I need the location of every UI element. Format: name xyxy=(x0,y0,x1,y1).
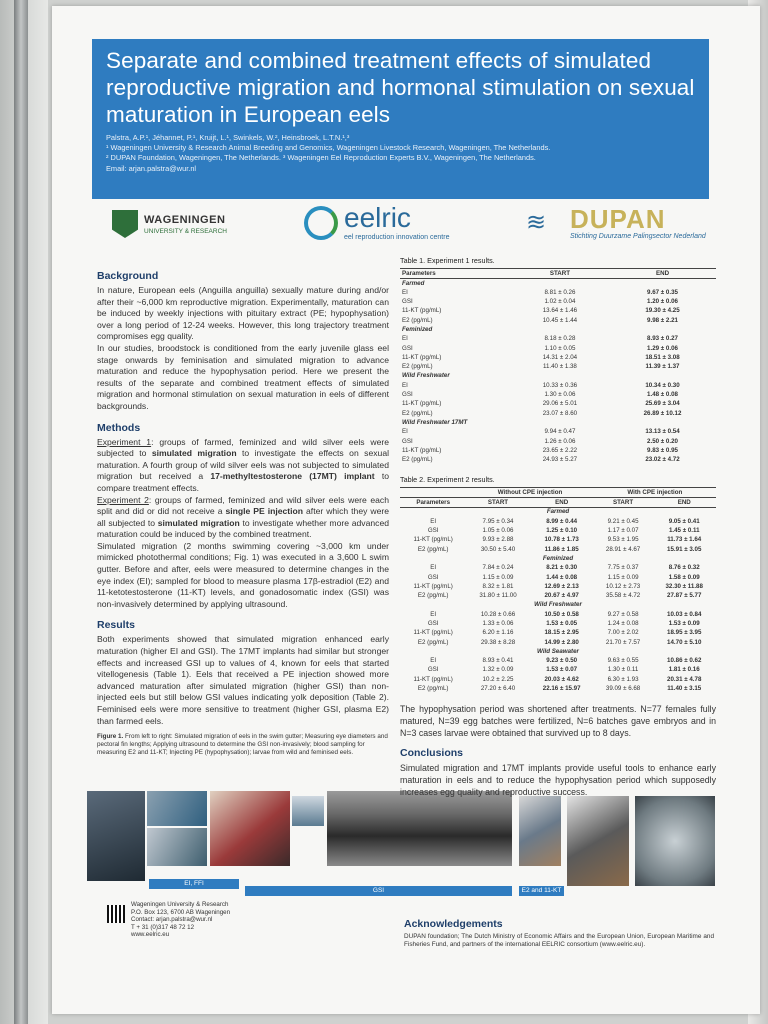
table-group-name: Farmed xyxy=(402,279,425,287)
figure-caption: Figure 1. From left to right: Simulated migration of eels in the swim gutter; Measuring eye diameters and pectoral fin lengths; Applying ultrasound to determine the GSI non-invasively; blood sampling for measuring E2 and 11-KT; Injecting PE (hypophysation); larvae from wild and feminised eels. xyxy=(97,733,388,756)
table-cell: GSI xyxy=(402,437,413,445)
table-row xyxy=(400,344,716,353)
wur-subtitle: UNIVERSITY & RESEARCH xyxy=(144,228,227,235)
table-cell: EI xyxy=(402,335,408,343)
table-cell: 22.16 ± 15.97 xyxy=(542,685,581,693)
table-cell: 8.93 ± 0.41 xyxy=(482,657,514,665)
table-cell: EI xyxy=(430,517,437,525)
table-cell: 10.45 ± 1.44 xyxy=(542,316,578,324)
table-cell: 9.21 ± 0.45 xyxy=(607,517,639,525)
table-cell: 11.86 ± 1.85 xyxy=(544,545,579,553)
photo-ultrasound-laptop xyxy=(292,796,324,826)
methods-experiment-2: Experiment 2: groups of farmed, feminized and wild silver eels were each split and did or did not receive a single PE injection after which they were all subjected to simulated migration to investigate whether more advanced maturation could be induced by the combined treatment. xyxy=(97,494,390,540)
table1-header: START xyxy=(549,270,571,277)
title-banner xyxy=(92,39,709,199)
eelric-logo xyxy=(304,204,474,244)
table-row xyxy=(400,391,716,400)
photo-measuring-2 xyxy=(147,828,207,866)
t2-group-without: Without CPE injection xyxy=(497,488,563,496)
table-cell: 10.33 ± 0.36 xyxy=(542,381,578,389)
table-row xyxy=(400,400,716,409)
table-cell: 11-KT (pg/mL) xyxy=(413,536,453,544)
table-group-row xyxy=(400,507,716,517)
table-cell: 9.27 ± 0.58 xyxy=(607,610,639,618)
table-cell: 29.06 ± 5.01 xyxy=(542,400,578,408)
table-group-name: Wild Freshwater 17MT xyxy=(402,418,468,426)
table-cell: 1.10 ± 0.05 xyxy=(544,344,576,352)
table-cell: 8.32 ± 1.81 xyxy=(482,582,514,590)
poster-title: Separate and combined treatment effects of simulated reproductive migration and hormonal stimulation on sexual maturation in European eels xyxy=(106,48,695,127)
affiliation-1: ¹ Wageningen University & Research Animal Breeding and Genomics, Wageningen Livestock Research, Wageningen, The Netherlands. xyxy=(106,143,551,153)
photo-larvae xyxy=(635,796,715,886)
table-group-row xyxy=(400,647,716,656)
table-cell: 1.24 ± 0.08 xyxy=(607,620,639,627)
background-paragraph-2: In our studies, broodstock is conditioned from the early juvenile glass eel stage onwards by feminisation and simulated migration to advance maturation and reduce the hypophysation period. Here we present the results of the separate and combined treatment effects of simulated migration and hormonal stimulation on sexual maturation in eels of different backgrounds. xyxy=(97,342,389,411)
table-cell: 9.23 ± 0.50 xyxy=(546,657,578,665)
table-cell: 8.99 ± 0.44 xyxy=(546,517,578,525)
table-cell: 18.51 ± 3.08 xyxy=(645,353,680,361)
label-bar-ei: EI, FFI xyxy=(149,879,239,889)
results-heading: Results xyxy=(97,619,135,632)
table-row xyxy=(400,666,716,675)
acknowledgements xyxy=(404,912,714,949)
display-pole xyxy=(14,0,28,1024)
table-cell: 30.50 ± 5.40 xyxy=(480,545,516,553)
dupan-name: DUPAN xyxy=(570,204,666,234)
table-group-name: Feminized xyxy=(402,325,433,333)
table-cell: 11-KT (pg/mL) xyxy=(413,629,453,637)
table-cell: 8.93 ± 0.27 xyxy=(647,335,678,343)
table-row xyxy=(400,381,716,390)
table-cell: 11-KT (pg/mL) xyxy=(402,400,442,408)
table-cell: EI xyxy=(402,381,408,389)
table-cell: 21.70 ± 7.57 xyxy=(605,638,641,646)
table-cell: GSI xyxy=(427,666,439,674)
photo-blood-sampling xyxy=(519,796,561,866)
table-row xyxy=(400,517,716,526)
table-cell: 9.98 ± 2.21 xyxy=(647,316,678,324)
table-group-row xyxy=(400,372,716,381)
table-cell: 14.99 ± 2.80 xyxy=(544,638,579,646)
table-group-row xyxy=(400,554,716,563)
table-cell: 29.38 ± 8.28 xyxy=(480,638,516,646)
table-cell: 11.40 ± 1.38 xyxy=(542,363,577,371)
table-cell: 23.07 ± 8.60 xyxy=(542,409,578,417)
table-group-name: Wild Freshwater xyxy=(402,372,450,380)
table-row xyxy=(400,573,716,582)
table-cell: 1.44 ± 0.08 xyxy=(546,573,578,581)
table-cell: 10.03 ± 0.84 xyxy=(667,610,702,618)
table-row xyxy=(400,582,716,591)
table-cell: 11-KT (pg/mL) xyxy=(402,446,442,454)
photo-swim-gutter xyxy=(87,791,145,881)
table1-caption: Table 1. Experiment 1 results. xyxy=(400,256,495,265)
table-cell: 8.18 ± 0.28 xyxy=(544,335,576,343)
table-cell: 1.02 ± 0.04 xyxy=(544,298,576,306)
photo-ultrasound-operator xyxy=(210,791,290,866)
table-group-name: Farmed xyxy=(546,508,570,516)
table-row xyxy=(400,335,716,344)
table-cell: 24.93 ± 5.27 xyxy=(542,456,578,464)
methods-paragraph-3: Simulated migration (2 months swimming covering ~3,000 km under mimicked photothermal conditions; Fig. 1) was executed in a 3,600 L swim gutter. Before and after, eels were measured to determine changes in the eye index (EI); sampled for blood to measure plasma 17β-estradiol (E2) and 11-ketotestosterone (11-KT) levels, and gonadosomatic index (GSI) was non-invasively determined by applying ultrasound. xyxy=(97,540,389,609)
table-cell: 11-KT (pg/mL) xyxy=(402,353,442,361)
table-cell: 10.50 ± 0.58 xyxy=(544,610,579,618)
table-row xyxy=(400,620,716,629)
table-cell: 13.64 ± 1.46 xyxy=(542,307,578,315)
table-cell: 1.53 ± 0.09 xyxy=(668,620,700,627)
figure-1-photos xyxy=(87,791,717,894)
t2-group-with: With CPE injection xyxy=(627,488,683,496)
table-cell: 18.95 ± 3.95 xyxy=(667,629,702,637)
table-cell: 9.67 ± 0.35 xyxy=(647,288,678,296)
table-row xyxy=(400,610,716,619)
table-cell: 7.95 ± 0.34 xyxy=(482,517,514,525)
table-cell: E2 (pg/mL) xyxy=(417,638,449,646)
eelric-subtitle: eel reproduction innovation centre xyxy=(344,234,450,241)
table-cell: 1.30 ± 0.11 xyxy=(607,666,639,674)
table-group-name: Feminized xyxy=(542,554,574,562)
table-cell: 8.21 ± 0.30 xyxy=(546,564,578,572)
table-row xyxy=(400,307,716,316)
right-column xyxy=(400,254,716,798)
table-cell: 7.00 ± 2.02 xyxy=(607,629,639,637)
table-cell: 11.39 ± 1.37 xyxy=(645,363,680,371)
table-cell: 11-KT (pg/mL) xyxy=(413,675,453,683)
table-row xyxy=(400,629,716,638)
table-cell: 11-KT (pg/mL) xyxy=(413,582,453,590)
table-cell: E2 (pg/mL) xyxy=(402,316,433,324)
table-cell: 27.87 ± 5.77 xyxy=(667,592,702,600)
table-cell: 1.81 ± 0.16 xyxy=(668,666,700,674)
wageningen-logo xyxy=(112,210,242,244)
table-cell: GSI xyxy=(402,391,413,399)
table-cell: 1.45 ± 0.11 xyxy=(668,527,700,535)
logo-row xyxy=(92,202,709,250)
table-cell: 32.30 ± 11.88 xyxy=(665,582,703,590)
table-2 xyxy=(400,487,716,694)
table-cell: 8.81 ± 0.26 xyxy=(544,288,576,296)
table-cell: 9.63 ± 0.55 xyxy=(607,657,639,665)
table-cell: 7.84 ± 0.24 xyxy=(482,564,514,572)
table-cell: 14.70 ± 5.10 xyxy=(667,638,702,646)
wur-name: WAGENINGEN xyxy=(144,214,226,226)
poster xyxy=(52,6,760,1014)
table-cell: 9.94 ± 0.47 xyxy=(544,428,576,436)
table-row xyxy=(400,353,716,362)
table-cell: E2 (pg/mL) xyxy=(417,592,449,600)
table-cell: 1.30 ± 0.06 xyxy=(544,391,576,399)
table-cell: GSI xyxy=(427,573,439,581)
table-row xyxy=(400,527,716,536)
table-cell: E2 (pg/mL) xyxy=(402,456,433,464)
photo-injecting xyxy=(567,796,629,886)
table-cell: 8.76 ± 0.32 xyxy=(668,564,700,572)
authors: Palstra, A.P.¹, Jéhannet, P.¹, Kruijt, L.¹, Swinkels, W.², Heinsbroek, L.T.N.¹,³ xyxy=(106,133,350,142)
table-cell: 1.15 ± 0.09 xyxy=(482,573,514,581)
table-cell: 9.83 ± 0.95 xyxy=(647,446,678,454)
contact-footer xyxy=(107,901,307,951)
table-cell: E2 (pg/mL) xyxy=(402,363,433,371)
table-cell: 7.75 ± 0.37 xyxy=(607,564,639,572)
table-cell: 26.89 ± 10.12 xyxy=(643,409,682,417)
table-cell: 13.13 ± 0.54 xyxy=(645,428,680,436)
label-bar-gsi: GSI xyxy=(245,886,512,896)
table-cell: E2 (pg/mL) xyxy=(417,545,449,553)
table-cell: E2 (pg/mL) xyxy=(417,685,449,693)
dupan-subtitle: Stichting Duurzame Palingsector Nederland xyxy=(570,233,706,240)
table-row xyxy=(400,657,716,666)
table-cell: GSI xyxy=(402,344,413,352)
dupan-wave-icon: ≋ xyxy=(526,209,547,236)
table-cell: 1.48 ± 0.08 xyxy=(647,391,678,399)
table-cell: 1.17 ± 0.07 xyxy=(607,527,639,535)
table-cell: 1.25 ± 0.10 xyxy=(546,527,578,535)
table-cell: 9.93 ± 2.88 xyxy=(482,536,514,544)
table-cell: 2.50 ± 0.20 xyxy=(647,437,678,445)
table-cell: 23.02 ± 4.72 xyxy=(645,456,680,464)
table-cell: 15.91 ± 3.05 xyxy=(667,545,702,553)
photo-ultrasound-scan xyxy=(327,791,512,866)
table-cell: 28.91 ± 4.67 xyxy=(605,545,641,553)
table-row xyxy=(400,675,716,684)
table-row xyxy=(400,316,716,325)
contact-email: Email: arjan.palstra@wur.nl xyxy=(106,163,197,173)
table-row xyxy=(400,437,716,446)
affiliation-2: ² DUPAN Foundation, Wageningen, The Netherlands. ³ Wageningen Eel Reproduction Experts B.V., Wageningen, The Netherlands. xyxy=(106,153,536,163)
table-cell: 20.67 ± 4.97 xyxy=(544,592,579,600)
background-paragraph-1: In nature, European eels (Anguilla anguilla) sexually mature during and/or after their ~6,000 km reproductive migration. Experimentally, maturation can be induced by weekly injections with pituitary extract (PE; hypophysation) over a long period of 12-24 weeks. However, this long trajectory treatment compromises egg quality. xyxy=(97,285,389,342)
table1-header: END xyxy=(655,270,670,277)
table2-header: END xyxy=(677,498,691,506)
author-block xyxy=(106,133,697,174)
table-cell: EI xyxy=(430,564,437,572)
table-row xyxy=(400,298,716,307)
left-column xyxy=(97,264,389,757)
table-row xyxy=(400,409,716,418)
table-cell: 11.40 ± 3.15 xyxy=(667,685,702,693)
table-cell: 20.31 ± 4.78 xyxy=(667,675,702,683)
table-group-name: Wild Freshwater xyxy=(534,601,582,609)
table-cell: 11.73 ± 1.64 xyxy=(667,536,702,544)
table2-header: END xyxy=(555,498,569,506)
table-cell: EI xyxy=(430,657,437,665)
table-cell: 35.58 ± 4.72 xyxy=(605,592,641,600)
table-cell: EI xyxy=(402,288,408,296)
background-heading: Background xyxy=(97,270,159,282)
table-cell: 1.53 ± 0.07 xyxy=(546,666,578,674)
table-cell: 6.20 ± 1.16 xyxy=(482,629,514,637)
table-cell: 1.29 ± 0.06 xyxy=(647,344,678,352)
table-cell: 14.31 ± 2.04 xyxy=(542,353,578,361)
table-cell: 10.78 ± 1.73 xyxy=(544,536,579,544)
table-cell: EI xyxy=(430,610,437,618)
table-row xyxy=(400,446,716,455)
table-cell: 20.03 ± 4.62 xyxy=(544,675,579,683)
table-row xyxy=(400,288,716,297)
table-cell: GSI xyxy=(427,620,439,627)
table-row xyxy=(400,428,716,437)
table-cell: 6.30 ± 1.93 xyxy=(607,675,639,683)
table2-caption: Table 2. Experiment 2 results. xyxy=(400,474,495,484)
table-cell: 1.32 ± 0.09 xyxy=(482,666,514,674)
methods-heading: Methods xyxy=(97,421,141,434)
conclusions-heading: Conclusions xyxy=(400,746,464,759)
conclusions-text: Simulated migration and 17MT implants provide useful tools to enhance early maturation in eels and to reduce the hypophysation period which supposedly increases egg quality and reproductive success. xyxy=(400,762,716,797)
table-cell: 1.20 ± 0.06 xyxy=(647,298,678,306)
table-cell: 39.09 ± 6.68 xyxy=(605,685,641,693)
table-cell: 18.15 ± 2.95 xyxy=(544,629,579,637)
table-row xyxy=(400,564,716,573)
table2-header: START xyxy=(612,498,634,506)
table-row xyxy=(400,685,716,694)
footer-text: Wageningen University & Research P.O. Box 123, 6700 AB Wageningen Contact: arjan.palstra@wur.nl T + 31 (0)317 48 72 12 www.eelric.eu xyxy=(131,901,231,939)
table-cell: GSI xyxy=(402,298,413,306)
table-cell: E2 (pg/mL) xyxy=(402,409,433,417)
table-cell: 27.20 ± 6.40 xyxy=(480,685,516,693)
table-group-row xyxy=(400,601,716,610)
label-bar-e2-11kt: E2 and 11-KT xyxy=(519,886,564,896)
table-row xyxy=(400,638,716,647)
table-cell: 10.34 ± 0.30 xyxy=(645,381,680,389)
table-group-row xyxy=(400,418,716,427)
wur-shield-icon xyxy=(112,210,138,238)
table-cell: 1.05 ± 0.06 xyxy=(482,527,514,535)
table-group-row xyxy=(400,279,716,289)
results-paragraph: Both experiments showed that simulated migration enhanced early maturation (higher EI and GSI). The 17MT implants had similar but stronger effects and increased GSI up to values of 4, known for eels that started vitellogenesis (Table 1). Eels that received a PE injection showed more advanced maturation after simulated migration (higher GSI) than non-injected eels but still below GSI values indicating yolk deposition (Table 2). Feminised eels were more sensitive to treatment (higher GSI, plasma E2) than farmed eels. xyxy=(97,634,389,726)
hypophysation-text: The hypophysation period was shortened after treatments. N=77 females fully matured, N=39 egg batches were fertilized, N=6 batches gave embryos and in N=3 cases larvae were obtained that survived up to 8 days. xyxy=(400,703,716,738)
table-1 xyxy=(400,268,716,465)
table-cell: 1.15 ± 0.09 xyxy=(607,573,639,581)
photo-measuring xyxy=(147,791,207,826)
acknowledgements-text: DUPAN foundation; The Dutch Ministry of Economic Affairs and the European Union, European Maritime and Fisheries Fund, and partners of the international EELRIC consortium (www.eelric.eu). xyxy=(404,933,714,948)
dupan-logo xyxy=(526,202,711,246)
table-cell: 1.33 ± 0.06 xyxy=(482,620,514,627)
table-cell: 1.58 ± 0.09 xyxy=(668,573,700,581)
table-cell: 9.53 ± 1.95 xyxy=(607,536,639,544)
table-cell: 9.05 ± 0.41 xyxy=(668,517,700,525)
table-cell: EI xyxy=(402,428,408,436)
acknowledgements-heading: Acknowledgements xyxy=(404,918,503,930)
table2-header: Parameters xyxy=(416,498,451,506)
table-cell: 19.30 ± 4.25 xyxy=(645,307,680,315)
table-row xyxy=(400,456,716,465)
table-cell: 12.69 ± 2.13 xyxy=(544,582,579,590)
table-row xyxy=(400,545,716,554)
table-group-name: Wild Seawater xyxy=(537,647,579,655)
table-cell: 11-KT (pg/mL) xyxy=(402,307,442,315)
table-cell: 1.53 ± 0.05 xyxy=(546,620,578,627)
table-cell: 10.28 ± 0.66 xyxy=(480,610,516,618)
table-cell: 23.65 ± 2.22 xyxy=(542,446,578,454)
table-cell: 1.26 ± 0.06 xyxy=(544,437,576,445)
table-cell: 10.12 ± 2.73 xyxy=(605,582,641,590)
table-group-row xyxy=(400,325,716,334)
qr-code-icon xyxy=(107,905,125,923)
table-row xyxy=(400,592,716,601)
table-cell: GSI xyxy=(427,527,439,535)
eelric-ring-icon xyxy=(304,206,338,240)
table-cell: 31.80 ± 11.00 xyxy=(479,592,517,600)
table-cell: 25.69 ± 3.04 xyxy=(645,400,680,408)
table-row xyxy=(400,363,716,372)
table-cell: 10.86 ± 0.62 xyxy=(667,657,702,665)
table2-header: START xyxy=(487,498,509,506)
table-row xyxy=(400,536,716,545)
table-cell: 10.2 ± 2.25 xyxy=(482,675,514,683)
methods-experiment-1: Experiment 1: groups of farmed, feminized and wild silver eels were subjected to simulated migration to investigate the effects on sexual maturation. A fourth group of wild silver eels was not subjected to simulated migration but received a 17-methyltestosterone (17MT) implant to compare treatment effects. xyxy=(97,436,390,493)
eelric-name: eelric xyxy=(344,202,411,233)
table1-header: Parameters xyxy=(402,270,436,277)
